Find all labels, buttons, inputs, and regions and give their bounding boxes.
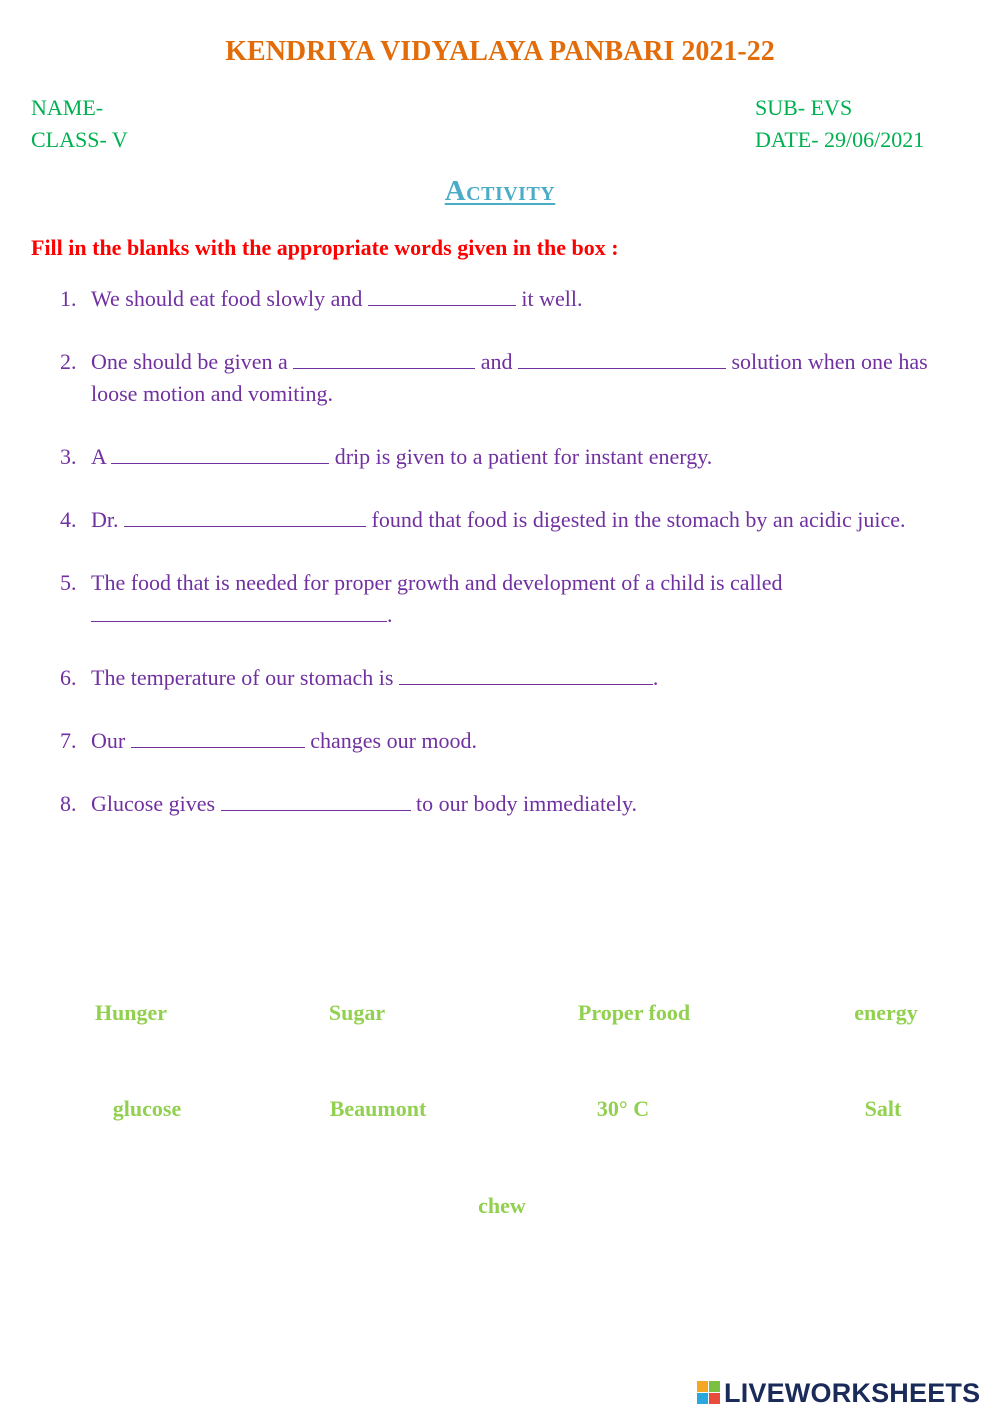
- question-number: 4.: [60, 507, 77, 532]
- question-3: [60, 441, 960, 473]
- word-option[interactable]: Beaumont: [329, 1096, 427, 1121]
- question-text: Our: [91, 728, 131, 753]
- word-option[interactable]: energy: [854, 1000, 918, 1025]
- subject-label: SUB- EVS: [755, 95, 853, 120]
- subject-info: [755, 92, 924, 156]
- answer-blank[interactable]: [124, 506, 366, 527]
- question-list: [60, 283, 960, 851]
- class-label: CLASS- V: [31, 127, 128, 152]
- question-1: [60, 283, 960, 315]
- logo-text: LIVEWORKSHEETS: [724, 1377, 981, 1408]
- question-text: drip is given to a patient for instant energy.: [329, 444, 713, 469]
- word-option[interactable]: glucose: [112, 1096, 182, 1121]
- question-text: We should eat food slowly and: [91, 286, 368, 311]
- liveworksheets-logo-icon: [697, 1381, 721, 1405]
- question-number: 8.: [60, 791, 77, 816]
- answer-blank[interactable]: [111, 443, 329, 464]
- question-number: 2.: [60, 349, 77, 374]
- question-text: Glucose gives: [91, 791, 221, 816]
- question-text: One should be given a: [91, 349, 294, 374]
- question-number: 5.: [60, 570, 77, 595]
- word-option[interactable]: 30° C: [596, 1096, 650, 1121]
- question-text: it well.: [515, 286, 583, 311]
- liveworksheets-logo: [697, 1378, 980, 1408]
- question-text: solution when one has loose motion and vomiting.: [91, 349, 928, 406]
- question-text: to our body immediately.: [410, 791, 638, 816]
- student-info: [31, 92, 128, 156]
- date-label: DATE- 29/06/2021: [755, 127, 925, 152]
- word-option[interactable]: Salt: [864, 1096, 902, 1121]
- question-text: found that food is digested in the stomach by an acidic juice.: [366, 507, 906, 532]
- instruction-text: Fill in the blanks with the appropriate words given in the box :: [31, 235, 619, 260]
- question-4: [60, 504, 960, 536]
- answer-blank[interactable]: [131, 727, 305, 748]
- question-text: The temperature of our stomach is: [91, 665, 399, 690]
- question-2: [60, 346, 960, 410]
- question-number: 3.: [60, 444, 77, 469]
- question-text: .: [387, 602, 393, 627]
- school-title: KENDRIYA VIDYALAYA PANBARI 2021-22: [225, 36, 775, 67]
- question-5: [60, 567, 960, 631]
- question-number: 6.: [60, 665, 77, 690]
- question-8: [60, 788, 960, 820]
- question-text: .: [652, 665, 659, 690]
- question-7: [60, 725, 960, 757]
- word-option[interactable]: Sugar: [328, 1000, 386, 1025]
- name-label: NAME-: [31, 95, 104, 120]
- word-option[interactable]: Proper food: [577, 1000, 691, 1025]
- question-number: 1.: [60, 286, 77, 311]
- question-text: A: [91, 444, 112, 469]
- question-6: [60, 662, 960, 694]
- question-text: changes our mood.: [304, 728, 478, 753]
- answer-blank[interactable]: [293, 348, 475, 369]
- question-text: and: [475, 349, 518, 374]
- answer-blank[interactable]: [518, 348, 726, 369]
- activity-heading: Activity: [444, 175, 556, 207]
- question-text: Dr.: [91, 507, 124, 532]
- word-option[interactable]: Hunger: [94, 1000, 168, 1025]
- question-text: The food that is needed for proper growth and development of a child is called: [91, 570, 783, 595]
- answer-blank[interactable]: [91, 601, 387, 622]
- answer-blank[interactable]: [221, 790, 411, 811]
- question-number: 7.: [60, 728, 77, 753]
- answer-blank[interactable]: [368, 285, 516, 306]
- answer-blank[interactable]: [399, 664, 653, 685]
- word-option[interactable]: chew: [478, 1193, 526, 1218]
